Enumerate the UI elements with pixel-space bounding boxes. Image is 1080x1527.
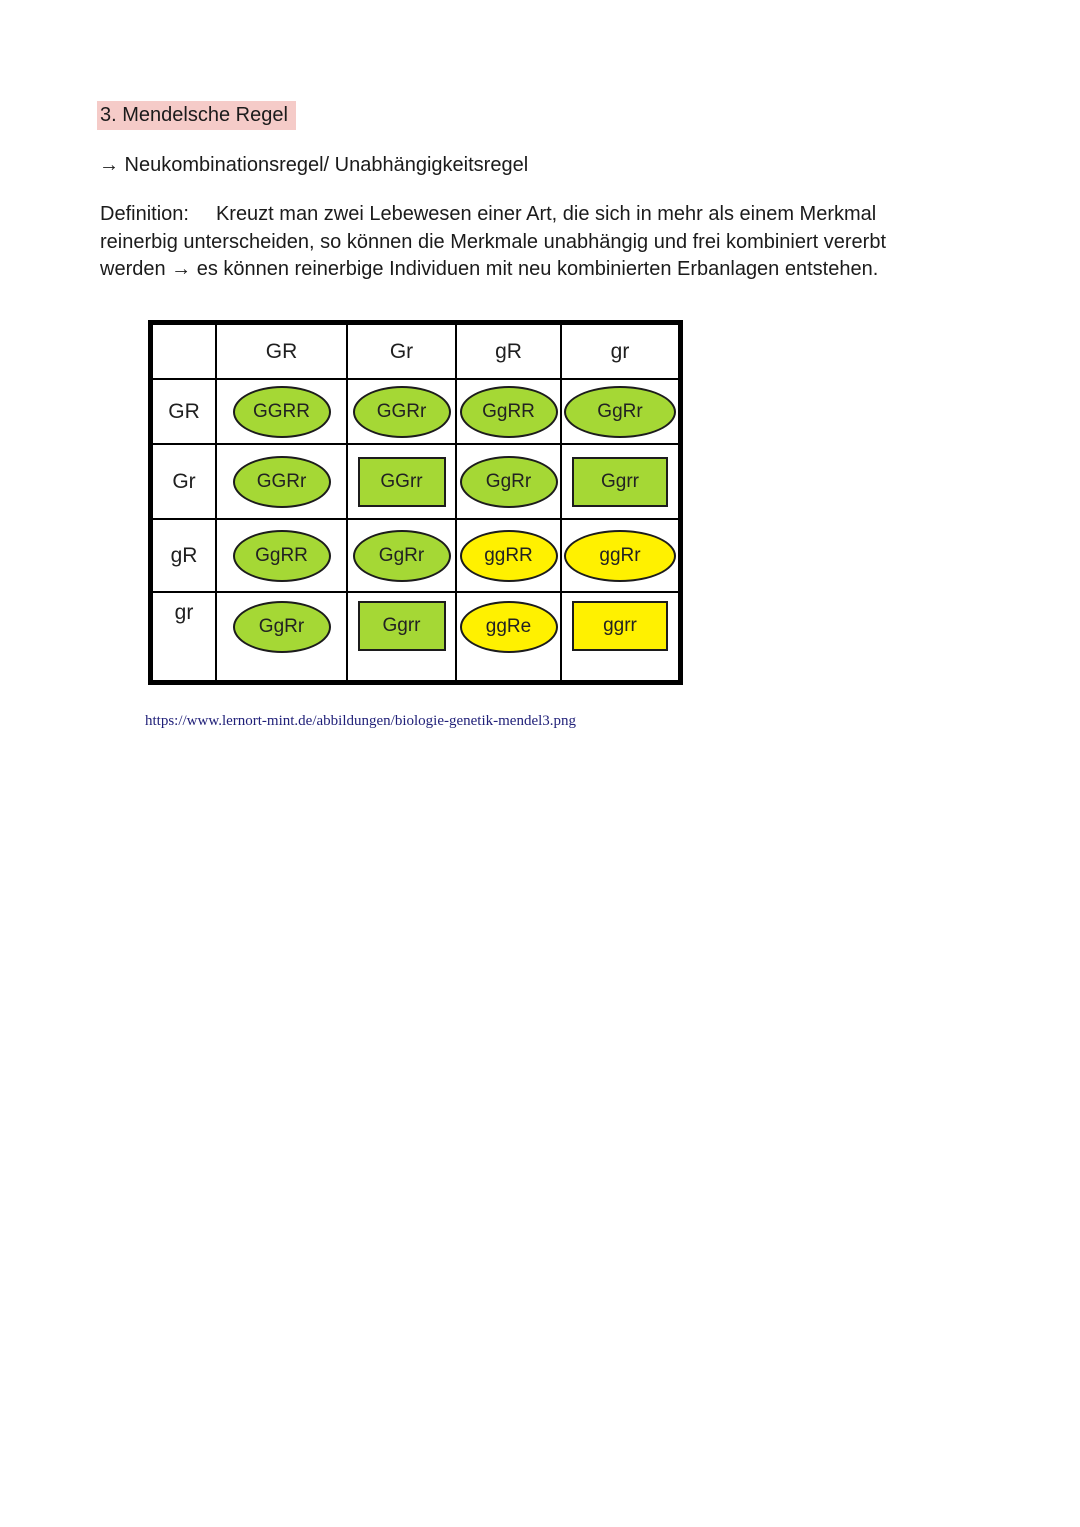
genotype-shape: GgRr	[460, 456, 558, 508]
row-header-label: gR	[170, 543, 198, 567]
col-header-GR	[217, 325, 348, 380]
punnett-cell	[348, 445, 457, 520]
col-header-label: gr	[610, 339, 630, 363]
definition-label: Definition:	[100, 203, 189, 225]
col-header-label: gR	[495, 339, 522, 363]
genotype-shape: GGRR	[233, 386, 331, 438]
punnett-square-table	[148, 320, 683, 685]
genotype-shape: GgRr	[353, 530, 451, 582]
row-header-gr	[153, 593, 217, 680]
genotype-shape: ggRr	[564, 530, 676, 582]
row-header-label: GR	[168, 399, 200, 423]
punnett-cell	[562, 445, 678, 520]
genotype-shape: Ggrr	[572, 457, 668, 507]
page-title: 3. Mendelsche Regel	[97, 101, 296, 130]
source-link[interactable]: https://www.lernort-mint.de/abbildungen/biologie-genetik-mendel3.png	[145, 713, 577, 729]
punnett-cell	[348, 520, 457, 593]
punnett-cell	[457, 520, 562, 593]
title-row	[97, 101, 296, 130]
genotype-shape: GgRR	[233, 530, 331, 582]
definition-line-1: Kreuzt man zwei Lebewesen einer Art, die sich in mehr als einem Merkmal	[215, 203, 877, 225]
row-header-gR	[153, 520, 217, 593]
definition-line-3: werden → es können reinerbige Individuen mit neu kombinierten Erbanlagen entstehen.	[100, 258, 879, 280]
row-header-label: gr	[174, 601, 194, 624]
punnett-cell	[562, 520, 678, 593]
genotype-shape: GGRr	[353, 386, 451, 438]
genotype-shape: ggRe	[460, 601, 558, 653]
genotype-shape: GgRr	[564, 386, 676, 438]
punnett-cell	[457, 445, 562, 520]
punnett-cell	[217, 445, 348, 520]
genotype-shape: ggrr	[572, 601, 668, 651]
definition-paragraph	[100, 201, 886, 284]
row-header-Gr	[153, 445, 217, 520]
row-header-GR	[153, 380, 217, 445]
col-header-Gr	[348, 325, 457, 380]
punnett-cell	[348, 380, 457, 445]
punnett-cell	[217, 520, 348, 593]
row-header-label: Gr	[172, 469, 196, 493]
definition-line	[100, 201, 886, 229]
subtitle-rule-names: → Neukombinationsregel/ Unabhängigkeitsregel	[99, 154, 529, 176]
punnett-cell	[562, 593, 678, 680]
punnett-cell	[457, 593, 562, 680]
genotype-shape: GGRr	[233, 456, 331, 508]
genotype-shape: GgRR	[460, 386, 558, 438]
punnett-cell	[217, 380, 348, 445]
col-header-gR	[457, 325, 562, 380]
col-header-gr	[562, 325, 678, 380]
genotype-shape: ggRR	[460, 530, 558, 582]
punnett-cell	[217, 593, 348, 680]
genotype-shape: Ggrr	[358, 601, 446, 651]
genotype-shape: GGrr	[358, 457, 446, 507]
punnett-cell	[348, 593, 457, 680]
col-header-label: GR	[265, 339, 298, 363]
col-header-label: Gr	[389, 339, 414, 363]
punnett-corner-cell	[153, 325, 217, 380]
punnett-cell	[457, 380, 562, 445]
punnett-cell	[562, 380, 678, 445]
genotype-shape: GgRr	[233, 601, 331, 653]
definition-line-2: reinerbig unterscheiden, so können die Merkmale unabhängig und frei kombiniert vererbt	[100, 230, 887, 253]
